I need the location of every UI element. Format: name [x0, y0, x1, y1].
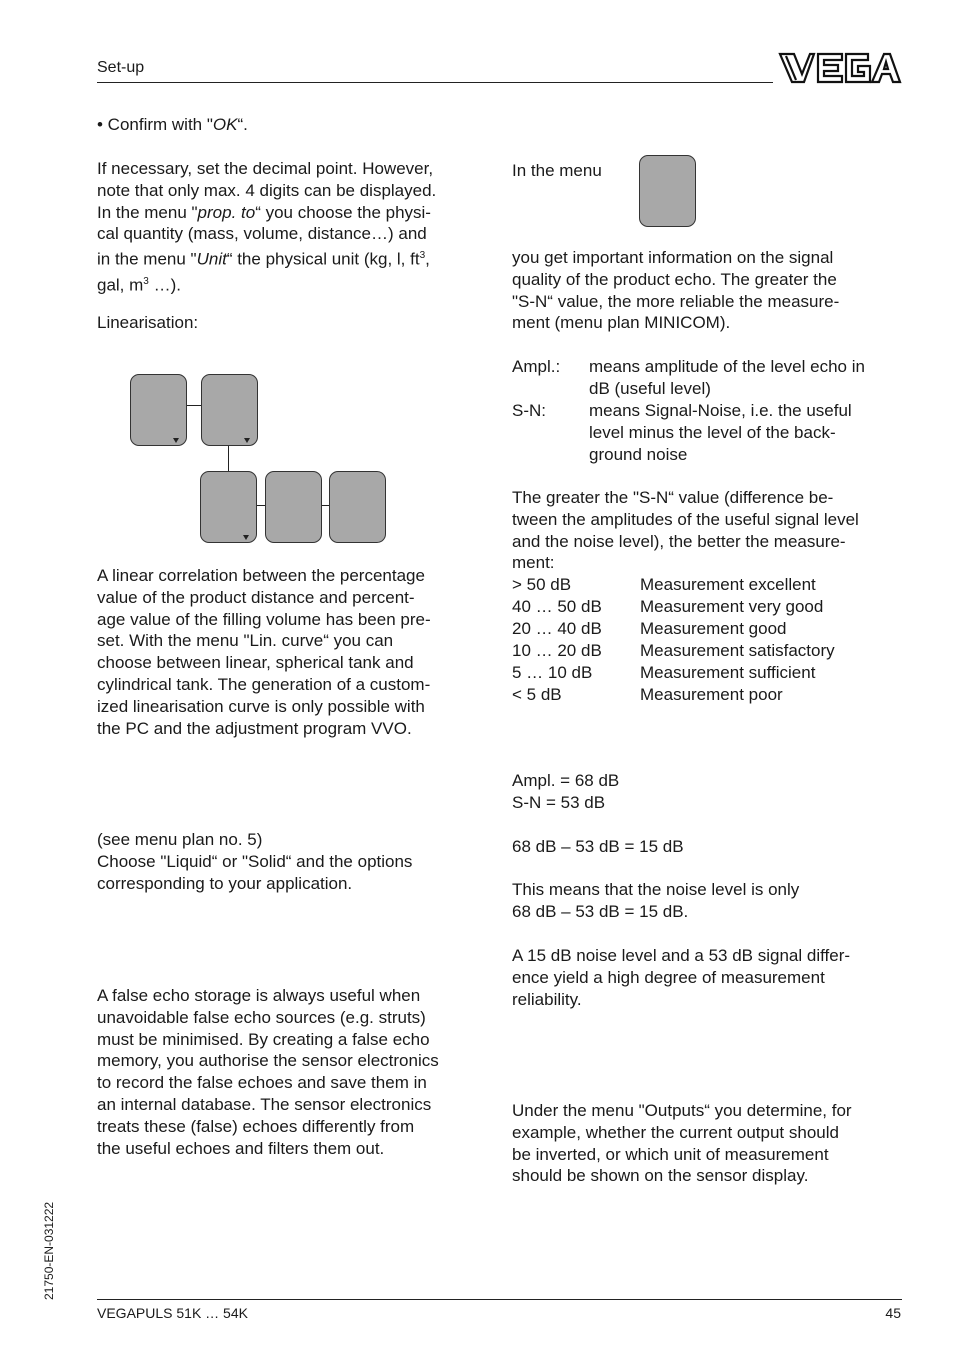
section-title: Set-up	[97, 59, 145, 76]
greater-sn-paragraph: The greater the "S-N“ value (difference be- tween the amplitudes of the useful signal level and the noise level), the better the measure- ment:	[512, 488, 859, 573]
linearisation-label: Linearisation:	[97, 313, 199, 332]
range-cell: > 50 dB	[512, 575, 572, 594]
definition-term: S-N:	[512, 401, 546, 420]
menu-key	[130, 374, 187, 446]
menu-key	[200, 471, 257, 543]
outputs-paragraph: Under the menu "Outputs“ you determine, for example, whether the current output should be inverted, or which unit of measurement should be shown on the sensor display.	[512, 1101, 852, 1186]
range-cell: 5 … 10 dB	[512, 663, 593, 682]
range-cell: 10 … 20 dB	[512, 641, 602, 660]
document-code: 21750-EN-031222	[42, 1201, 56, 1300]
rating-cell: Measurement poor	[640, 685, 783, 704]
triangle-down-icon	[243, 535, 249, 540]
conclusion-paragraph: A 15 dB noise level and a 53 dB signal differ- ence yield a high degree of measurement reliability.	[512, 946, 851, 1009]
range-cell: < 5 dB	[512, 685, 562, 704]
header-rule	[97, 82, 773, 83]
confirm-ok-bullet: • Confirm with "OK“.	[97, 115, 248, 134]
noise-level-paragraph: This means that the noise level is only 68 dB – 53 dB = 15 dB.	[512, 880, 800, 921]
definition-text: means Signal-Noise, i.e. the useful level minus the level of the back- ground noise	[589, 401, 852, 464]
rating-cell: Measurement excellent	[640, 575, 816, 594]
connector-line	[186, 405, 202, 406]
menu-key	[329, 471, 386, 543]
triangle-down-icon	[244, 438, 250, 443]
triangle-down-icon	[173, 438, 179, 443]
connector-line	[228, 444, 229, 472]
range-cell: 20 … 40 dB	[512, 619, 602, 638]
example-calculation: 68 dB – 53 dB = 15 dB	[512, 837, 684, 856]
signal-info-paragraph: you get important information on the signal quality of the product echo. The greater the "S-N“ value, the more reliable the measure- ment (menu plan MINICOM).	[512, 248, 840, 333]
quality-table	[512, 574, 904, 706]
menu-key	[201, 374, 258, 446]
example-values: Ampl. = 68 dB S-N = 53 dB	[512, 771, 620, 812]
rating-cell: Measurement very good	[640, 597, 824, 616]
in-menu-label: In the menu	[512, 161, 602, 180]
footer-rule	[97, 1299, 902, 1300]
definition-term: Ampl.:	[512, 357, 561, 376]
range-cell: 40 … 50 dB	[512, 597, 602, 616]
vega-logo	[778, 48, 902, 88]
product-name: VEGAPULS 51K … 54K	[97, 1305, 248, 1321]
menu-key	[265, 471, 322, 543]
false-echo-paragraph: A false echo storage is always useful when unavoidable false echo sources (e.g. struts) must be minimised. By creating a false echo memory, you authorise the sensor electronics to record the false echoes and save them in an internal database. The sensor electronics treats these (false) echoes differently from the useful echoes and filters them out.	[97, 986, 439, 1158]
page-number: 45	[885, 1305, 901, 1321]
rating-cell: Measurement sufficient	[640, 663, 816, 682]
rating-cell: Measurement satisfactory	[640, 641, 835, 660]
rating-cell: Measurement good	[640, 619, 787, 638]
definition-text: means amplitude of the level echo in dB (useful level)	[589, 357, 865, 398]
decimal-point-paragraph: If necessary, set the decimal point. However, note that only max. 4 digits can be displayed. In the menu "prop. to“ you choose the physi- cal quantity (mass, volume, distance…) and in the menu "Unit“ the physical unit (kg, l, $ft^3$, gal, $m^3$ …).	[97, 159, 437, 295]
medium-paragraph: (see menu plan no. 5) Choose "Liquid“ or "Solid“ and the options corresponding to your application.	[97, 830, 413, 893]
linearisation-paragraph: A linear correlation between the percentage value of the product distance and percent- age value of the filling volume has been pre- set. With the menu "Lin. curve“ you can choose between linear, spherical tank and cylindrical tank. The generation of a custom- ized linearisation curve is only possible with the PC and the adjustment program VVO.	[97, 566, 431, 738]
menu-key	[639, 155, 696, 227]
